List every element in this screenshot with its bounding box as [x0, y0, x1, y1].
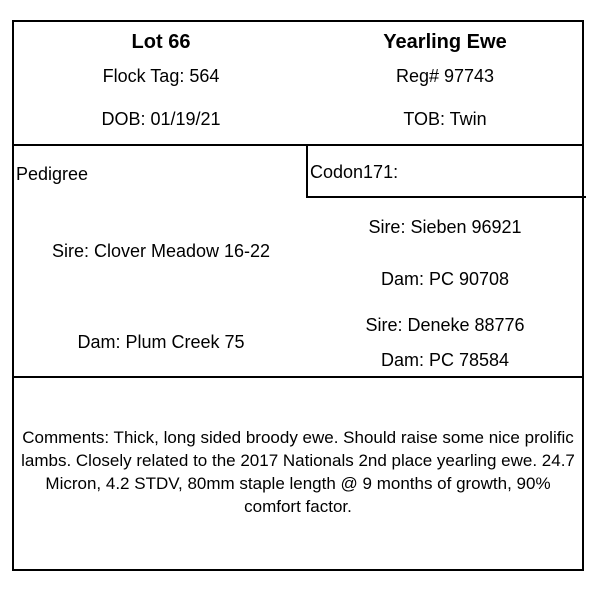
type-of-birth: TOB: Twin	[403, 109, 487, 129]
lot-number: Lot 66	[131, 31, 191, 53]
comments-text: Comments: Thick, long sided broody ewe. Should raise some nice prolific lambs. Closely related to the 2017 Nationals 2nd place yearling ewe. 24.7 Micron, 4.2 STDV, 80mm staple length @ 9 months of growth, 90% comfort factor.	[21, 428, 575, 516]
lot-card	[12, 20, 584, 571]
codon-label: Codon171:	[310, 162, 399, 182]
pedigree-dam: Dam: Plum Creek 75	[77, 332, 245, 352]
pedigree-sire: Sire: Clover Meadow 16-22	[51, 241, 271, 261]
sire-dam: Dam: PC 90708	[380, 269, 510, 289]
pedigree-divider	[14, 376, 582, 378]
dam-sire: Sire: Deneke 88776	[365, 315, 525, 335]
dam-dam: Dam: PC 78584	[380, 350, 510, 370]
flock-tag: Flock Tag: 564	[102, 66, 220, 86]
date-of-birth: DOB: 01/19/21	[101, 109, 221, 129]
pedigree-label: Pedigree	[16, 164, 89, 184]
sire-sire: Sire: Sieben 96921	[368, 217, 522, 237]
registration-number: Reg# 97743	[395, 66, 495, 86]
animal-category: Yearling Ewe	[383, 31, 507, 53]
